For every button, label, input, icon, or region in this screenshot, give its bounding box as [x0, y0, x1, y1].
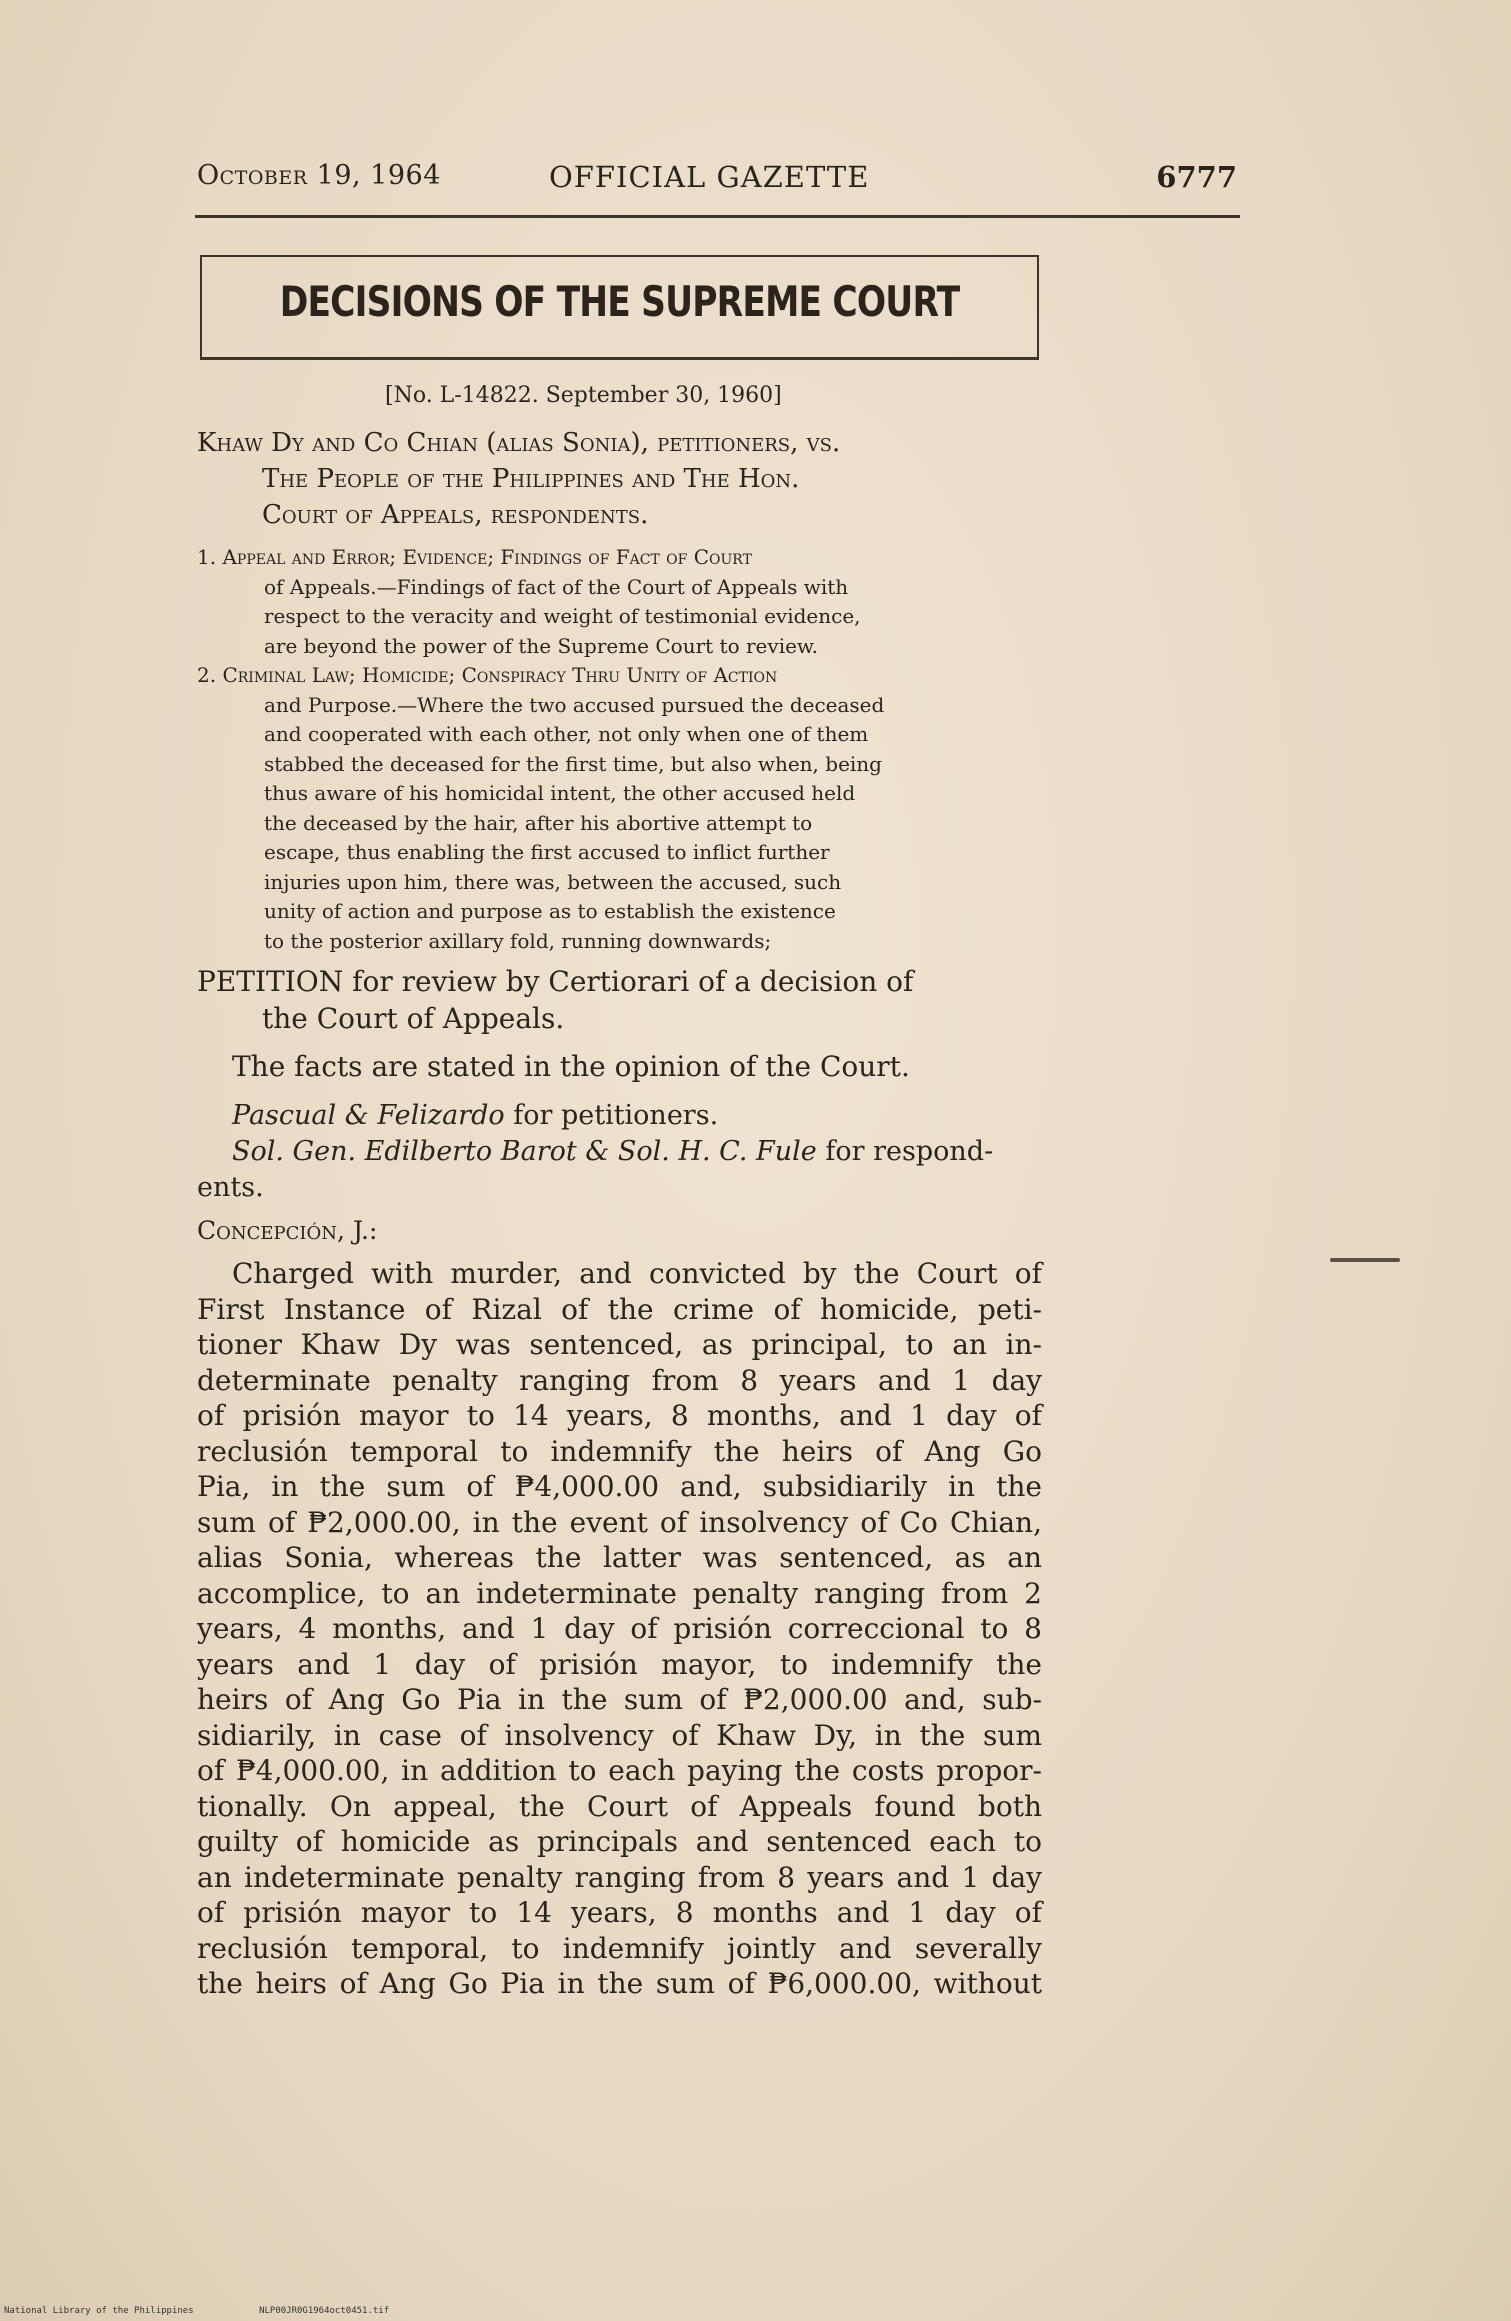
body-line: Pia, in the sum of ₱4,000.00 and, subsidiarily in the — [197, 1470, 1042, 1503]
parties-line-1: Khaw Dy and Co Chian (alias Sonia), petitioners, vs. — [197, 428, 841, 458]
syllabus — [197, 543, 1042, 956]
header-rule — [195, 215, 1240, 218]
section-title: DECISIONS OF THE SUPREME COURT — [279, 277, 960, 326]
body-line: reclusión temporal, to indemnify jointly and severally — [197, 1931, 1042, 1965]
facts-statement: The facts are stated in the opinion of the Court. — [232, 1050, 910, 1083]
body-line: determinate penalty ranging from 8 years and 1 day — [197, 1363, 1042, 1397]
body-line: alias Sonia, whereas the latter was sentenced, as an — [197, 1541, 1042, 1574]
body-line: heirs of Ang Go Pia in the sum of ₱2,000.00 and, sub- — [197, 1683, 1042, 1716]
decision-body — [197, 1256, 1042, 2002]
body-line: accomplice, to an indeterminate penalty ranging from 2 — [197, 1576, 1042, 1610]
scan-footer — [4, 2306, 449, 2316]
petitioners-counsel-names: Pascual & Felizardo — [232, 1100, 505, 1131]
syllabus-line: and Purpose.—Where the two accused pursued the deceased — [264, 692, 885, 717]
syllabus-line: escape, thus enabling the first accused to inflict further — [264, 840, 830, 864]
syllabus-heading: Appeal and Error; Evidence; Findings of Fact of Court — [222, 545, 752, 569]
docket-number: [No. L-14822. September 30, 1960] — [385, 383, 782, 408]
syllabus-line: unity of action and purpose as to establish the existence — [264, 899, 836, 923]
ponente: Concepción, J.: — [197, 1216, 378, 1245]
body-line: the heirs of Ang Go Pia in the sum of ₱6,000.00, without — [197, 1967, 1042, 2000]
body-line: years and 1 day of prisión mayor, to indemnify the — [197, 1647, 1042, 1681]
body-line: tioner Khaw Dy was sentenced, as principal, to an in- — [197, 1328, 1042, 1361]
syllabus-line: stabbed the deceased for the first time, but also when, being — [264, 751, 882, 776]
petition-line-1: PETITION for review by Certiorari of a decision of — [197, 965, 914, 998]
syllabus-item-2 — [197, 661, 1042, 956]
footer-file: NLP00JR0G1964oct0451.tif — [259, 2306, 390, 2316]
petition-line-2: the Court of Appeals. — [262, 1002, 565, 1035]
counsel-petitioners — [232, 1100, 718, 1131]
syllabus-line: are beyond the power of the Supreme Court to review. — [264, 633, 819, 658]
body-line: of prisión mayor to 14 years, 8 months and 1 day of — [197, 1896, 1042, 1929]
body-line: reclusión temporal to indemnify the heirs of Ang Go — [197, 1434, 1042, 1468]
body-line: of ₱4,000.00, in addition to each paying the costs propor- — [197, 1754, 1042, 1787]
margin-mark — [1330, 1258, 1400, 1262]
header-date: October 19, 1964 — [197, 160, 441, 191]
syllabus-line: respect to the veracity and weight of testimonial evidence, — [264, 604, 861, 628]
petitioners-suffix: for petitioners. — [504, 1100, 719, 1131]
syllabus-line: injuries upon him, there was, between the accused, such — [264, 869, 842, 894]
syllabus-number: 1. — [197, 545, 217, 569]
running-header — [197, 160, 1237, 200]
body-line: sidiarily, in case of insolvency of Khaw Dy, in the sum — [197, 1718, 1042, 1752]
footer-library: National Library of the Philippines — [4, 2306, 194, 2316]
syllabus-line: thus aware of his homicidal intent, the other accused held — [264, 781, 856, 805]
respondents-suffix: for respond- — [816, 1136, 994, 1167]
section-title-box — [200, 255, 1039, 360]
body-line: tionally. On appeal, the Court of Appeals found both — [197, 1789, 1042, 1823]
parties-line-2: The People of the Philippines and The Hon. — [262, 464, 800, 494]
syllabus-number: 2. — [197, 663, 217, 687]
page-number: 6777 — [1156, 160, 1237, 194]
counsel-respondents — [232, 1136, 1042, 1167]
header-title: OFFICIAL GAZETTE — [549, 160, 870, 194]
syllabus-item-1 — [197, 543, 1042, 661]
body-line: years, 4 months, and 1 day of prisión correccional to 8 — [197, 1612, 1042, 1645]
case-parties — [197, 425, 1042, 533]
body-line: an indeterminate penalty ranging from 8 years and 1 day — [197, 1860, 1042, 1894]
syllabus-line: of Appeals.—Findings of fact of the Court of Appeals with — [264, 574, 849, 599]
respondents-counsel-names: Sol. Gen. Edilberto Barot & Sol. H. C. Fule — [232, 1136, 817, 1167]
syllabus-line: the deceased by the hair, after his abortive attempt to — [264, 810, 813, 835]
petition-statement — [197, 963, 1042, 1037]
syllabus-line: and cooperated with each other, not only when one of them — [264, 722, 869, 746]
body-line: of prisión mayor to 14 years, 8 months, and 1 day of — [197, 1399, 1042, 1432]
counsel-respondents-cont: ents. — [197, 1172, 264, 1203]
syllabus-line: to the posterior axillary fold, running downwards; — [264, 928, 772, 953]
body-line: sum of ₱2,000.00, in the event of insolvency of Co Chian, — [197, 1505, 1042, 1539]
parties-line-3: Court of Appeals, respondents. — [262, 500, 649, 530]
body-line: guilty of homicide as principals and sentenced each to — [197, 1825, 1042, 1858]
body-line: Charged with murder, and convicted by the Court of — [232, 1257, 1042, 1290]
syllabus-heading: Criminal Law; Homicide; Conspiracy Thru Unity of Action — [222, 663, 778, 687]
body-line: First Instance of Rizal of the crime of homicide, peti- — [197, 1292, 1042, 1326]
